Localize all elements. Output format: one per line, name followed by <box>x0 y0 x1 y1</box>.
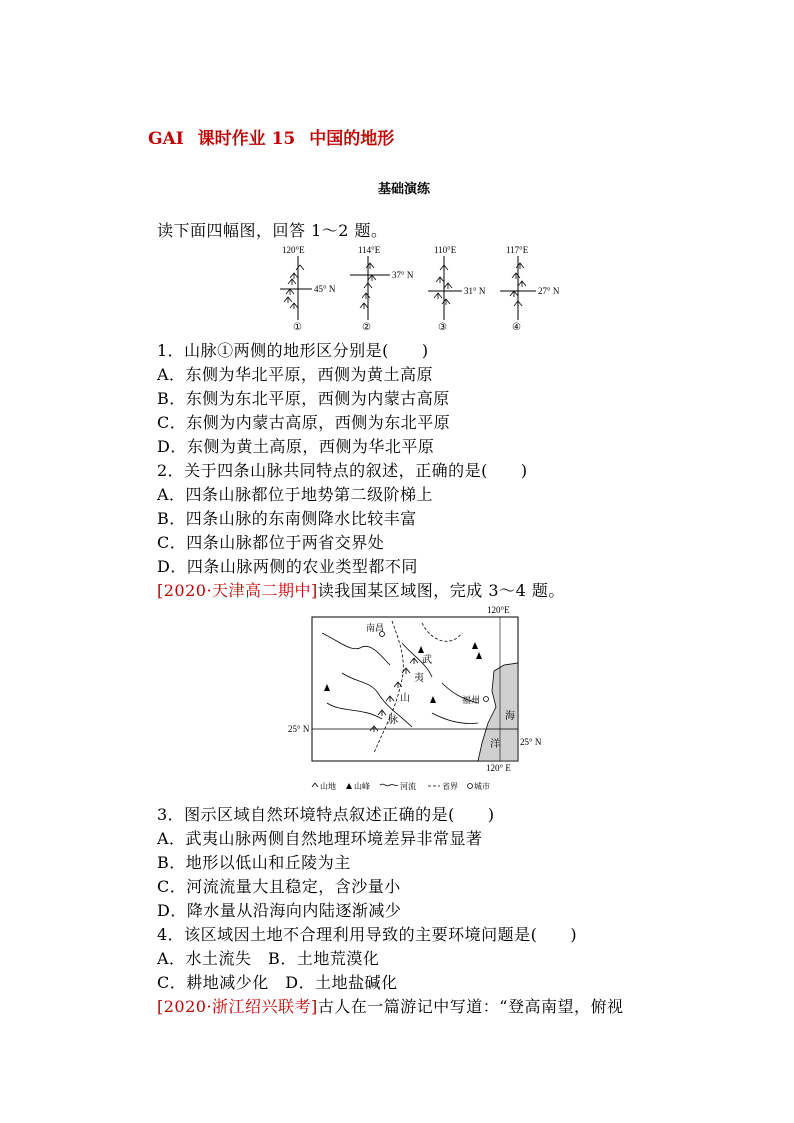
map-label-5: 海 <box>505 711 515 722</box>
panel-3-lat: 31° N <box>464 286 486 296</box>
mountain-panel-1 <box>280 245 336 333</box>
map-legend <box>312 781 490 791</box>
map-lon-top: 120°E <box>487 605 510 615</box>
panel-2-label: ② <box>362 322 371 333</box>
source-tag-1: [2020·天津高二期中] <box>157 581 318 600</box>
panel-3-label: ③ <box>438 322 447 333</box>
legend-border: 省界 <box>442 782 458 791</box>
q3-option-a: A．武夷山脉两侧自然地理环境差异非常显著 <box>157 829 483 848</box>
q2-option-b: B．四条山脉的东南侧降水比较丰富 <box>157 509 417 528</box>
legend-river: 河流 <box>400 782 416 791</box>
map-label-2: 夷 <box>414 673 424 684</box>
legend-peak: 山峰 <box>354 782 370 791</box>
intro-text-3 <box>157 994 623 1017</box>
panel-4-label: ④ <box>512 322 521 333</box>
q3-option-d: D．降水量从沿海向内陆逐渐减少 <box>157 901 402 920</box>
q4-stem: 4．该区域因土地不合理利用导致的主要环境问题是( ) <box>157 925 578 944</box>
q3-stem: 3．图示区域自然环境特点叙述正确的是( ) <box>157 805 495 824</box>
panel-4-lon: 117°E <box>506 245 529 255</box>
title-tag: GAI <box>148 129 184 149</box>
q2-option-d: D．四条山脉两侧的农业类型都不同 <box>157 557 418 576</box>
mountain-panel-2 <box>350 245 414 333</box>
map-lon-bottom: 120° E <box>486 763 511 773</box>
map-city-1: 南昌 <box>366 623 385 633</box>
map-label-4: 脉 <box>388 715 398 726</box>
panel-4-lat: 27° N <box>538 286 560 296</box>
map-label-1: 武 <box>422 655 432 666</box>
section-heading: 基础演练 <box>378 182 431 197</box>
q2-stem: 2．关于四条山脉共同特点的叙述，正确的是( ) <box>157 461 528 480</box>
panel-2-lat: 37° N <box>392 270 414 280</box>
title-subtitle: 中国的地形 <box>309 129 395 149</box>
q3-option-c: C．河流流量大且稳定，含沙量小 <box>157 877 401 896</box>
panel-2-lon: 114°E <box>358 245 381 255</box>
q2-option-c: C．四条山脉都位于两省交界处 <box>157 533 385 552</box>
q3-option-b: B．地形以低山和丘陵为主 <box>157 853 351 872</box>
mountain-figure <box>270 242 570 334</box>
q2-option-a: A．四条山脉都位于地势第二级阶梯上 <box>157 485 434 504</box>
mountain-panel-3 <box>428 245 486 333</box>
intro-2-text: 读我国某区域图，完成 3～4 题。 <box>317 581 565 600</box>
map-label-3: 山 <box>400 693 410 704</box>
intro-3-text: 古人在一篇游记中写道：“登高南望，俯视 <box>317 997 624 1016</box>
mountain-panel-4 <box>500 245 560 333</box>
panel-1-lat: 45° N <box>314 284 336 294</box>
legend-mountain: 山地 <box>320 782 336 791</box>
page-title <box>148 124 408 149</box>
q4-options-row-1: A．水土流失 B．土地荒漠化 <box>157 949 380 968</box>
panel-3-lon: 110°E <box>434 245 457 255</box>
q1-option-c: C．东侧为内蒙古高原，西侧为东北平原 <box>157 413 451 432</box>
q1-option-d: D．东侧为黄土高原，西侧为华北平原 <box>157 437 435 456</box>
source-tag-2: [2020·浙江绍兴联考] <box>157 997 318 1016</box>
q4-options-row-2: C．耕地减少化 D．土地盐碱化 <box>157 973 398 992</box>
map-label-6: 洋 <box>490 739 500 750</box>
intro-text-2 <box>157 578 565 601</box>
region-map <box>282 603 542 795</box>
map-lat-right: 25° N <box>520 737 542 747</box>
q1-stem: 1．山脉①两侧的地形区分别是( ) <box>157 341 429 360</box>
map-city-2: 福州 <box>462 695 481 705</box>
legend-city: 城市 <box>474 782 490 791</box>
panel-1-lon: 120°E <box>282 245 305 255</box>
intro-text-1: 读下面四幅图，回答 1～2 题。 <box>157 221 388 240</box>
q1-option-b: B．东侧为东北平原，西侧为内蒙古高原 <box>157 389 450 408</box>
map-lat-left: 25° N <box>288 724 310 734</box>
title-main: 课时作业 15 <box>197 129 296 149</box>
panel-1-label: ① <box>293 322 302 333</box>
q1-option-a: A．东侧为华北平原，西侧为黄土高原 <box>157 365 434 384</box>
